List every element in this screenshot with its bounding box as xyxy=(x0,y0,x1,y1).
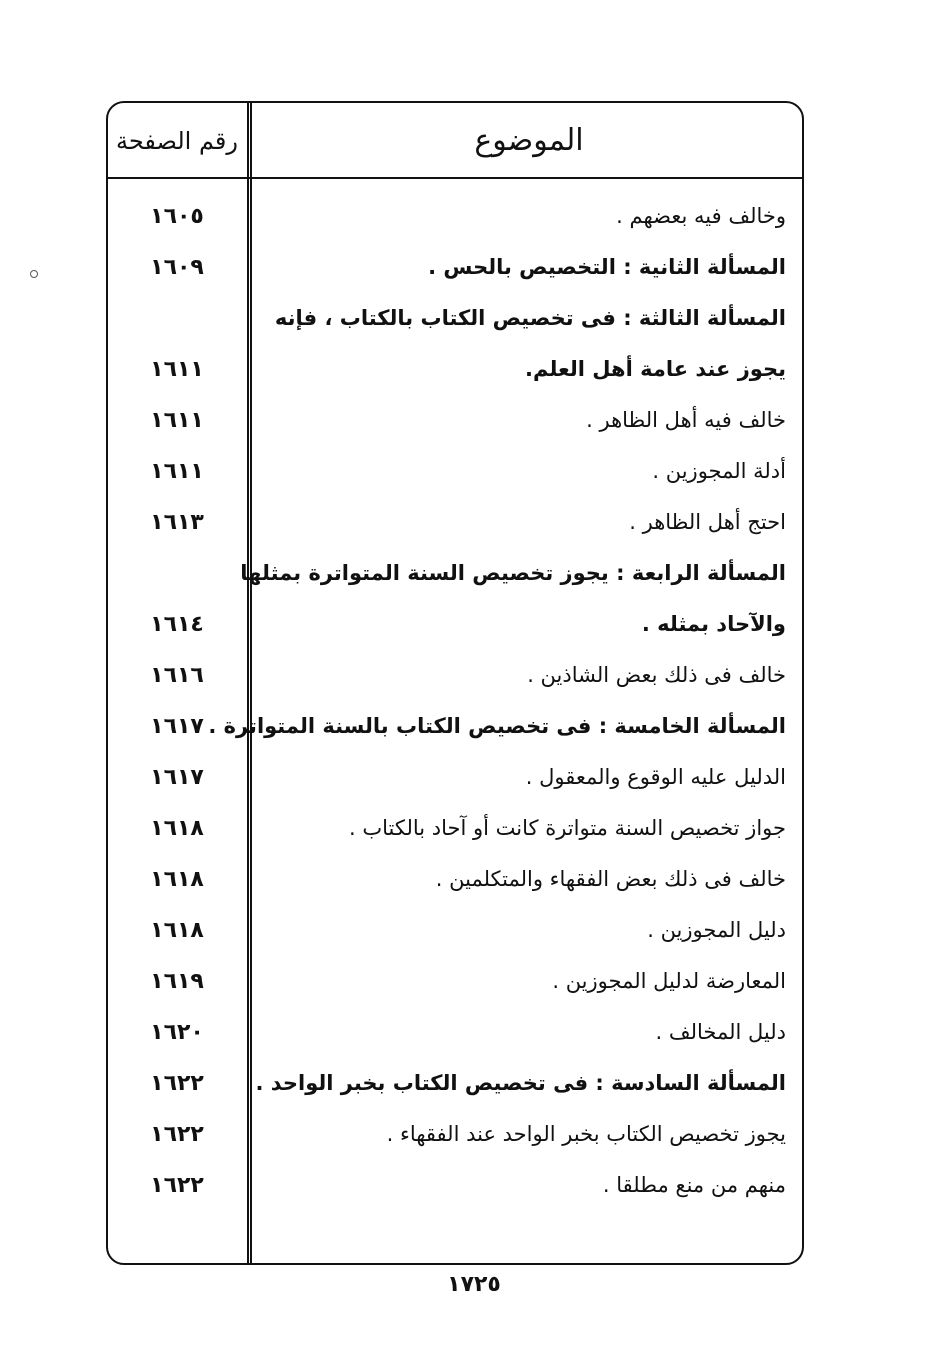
entry-topic-line: جواز تخصيص السنة متواترة كانت أو آحاد بالكتاب . xyxy=(349,816,786,840)
entry-page-number: ١٦٠٥ xyxy=(150,204,204,229)
entry-topic-line: احتج أهل الظاهر . xyxy=(629,510,786,534)
entry-topic-line: يجوز تخصيص الكتاب بخبر الواحد عند الفقهاء . xyxy=(386,1122,786,1146)
entry-topic-line: المسألة الخامسة : فى تخصيص الكتاب بالسنة المتواترة . xyxy=(208,714,786,738)
index-entry xyxy=(108,905,802,956)
entry-page-number: ١٦١٧ xyxy=(150,765,204,790)
index-entry xyxy=(108,395,802,446)
entry-topic-line: الدليل عليه الوقوع والمعقول . xyxy=(525,765,786,789)
topic-column-header: الموضوع xyxy=(474,123,584,158)
entry-topic-line: المعارضة لدليل المجوزين . xyxy=(552,969,786,993)
index-entry xyxy=(108,191,802,242)
index-entry xyxy=(108,548,802,650)
index-rows xyxy=(108,191,802,1211)
entry-page-number: ١٦٢٠ xyxy=(150,1020,204,1045)
entry-page-number: ١٦١٦ xyxy=(150,663,204,688)
scan-speck xyxy=(30,270,38,278)
entry-page-number: ١٦١٣ xyxy=(150,510,204,535)
entry-topic-line: المسألة السادسة : فى تخصيص الكتاب بخبر الواحد . xyxy=(255,1071,786,1095)
entry-topic-line: المسألة الرابعة : يجوز تخصيص السنة المتواترة بمثلها xyxy=(240,561,786,585)
entry-page-number: ١٦٢٢ xyxy=(150,1173,204,1198)
entry-topic-line: خالف فى ذلك بعض الفقهاء والمتكلمين . xyxy=(435,867,786,891)
entry-page-number: ١٦١١ xyxy=(150,357,204,382)
entry-topic-line: خالف فى ذلك بعض الشاذين . xyxy=(527,663,786,687)
index-entry xyxy=(108,701,802,752)
index-table xyxy=(106,101,804,1265)
entry-topic-line: دليل المجوزين . xyxy=(647,918,786,942)
page-column-header: رقم الصفحة xyxy=(116,127,238,155)
index-entry xyxy=(108,650,802,701)
index-entry xyxy=(108,956,802,1007)
entry-topic-line: المسألة الثالثة : فى تخصيص الكتاب بالكتاب ، فإنه xyxy=(274,306,786,330)
entry-page-number: ١٦١١ xyxy=(150,408,204,433)
entry-topic-line: والآحاد بمثله . xyxy=(641,612,786,636)
entry-topic-line: وخالف فيه بعضهم . xyxy=(616,204,786,228)
entry-page-number: ١٦٠٩ xyxy=(150,255,204,280)
index-entry xyxy=(108,854,802,905)
header-divider xyxy=(108,177,802,179)
index-entry xyxy=(108,1058,802,1109)
entry-page-number: ١٦١١ xyxy=(150,459,204,484)
index-entry xyxy=(108,1160,802,1211)
index-entry xyxy=(108,242,802,293)
entry-page-number: ١٦١٩ xyxy=(150,969,204,994)
entry-topic-line: يجوز عند عامة أهل العلم. xyxy=(525,357,786,381)
index-entry xyxy=(108,803,802,854)
entry-page-number: ١٦١٨ xyxy=(150,918,204,943)
page-number: ١٧٢٥ xyxy=(447,1272,501,1297)
entry-topic-line: منهم من منع مطلقا . xyxy=(602,1173,786,1197)
index-entry xyxy=(108,1109,802,1160)
entry-page-number: ١٦٢٢ xyxy=(150,1122,204,1147)
entry-topic-line: أدلة المجوزين . xyxy=(652,459,786,483)
entry-topic-line: دليل المخالف . xyxy=(655,1020,786,1044)
entry-page-number: ١٦١٤ xyxy=(150,612,204,637)
entry-topic-line: خالف فيه أهل الظاهر . xyxy=(586,408,786,432)
entry-page-number: ١٦١٨ xyxy=(150,816,204,841)
index-entry xyxy=(108,752,802,803)
index-entry xyxy=(108,1007,802,1058)
entry-page-number: ١٦١٧ xyxy=(150,714,204,739)
index-entry xyxy=(108,497,802,548)
index-entry xyxy=(108,293,802,395)
entry-page-number: ١٦٢٢ xyxy=(150,1071,204,1096)
entry-page-number: ١٦١٨ xyxy=(150,867,204,892)
index-entry xyxy=(108,446,802,497)
entry-topic-line: المسألة الثانية : التخصيص بالحس . xyxy=(428,255,786,279)
